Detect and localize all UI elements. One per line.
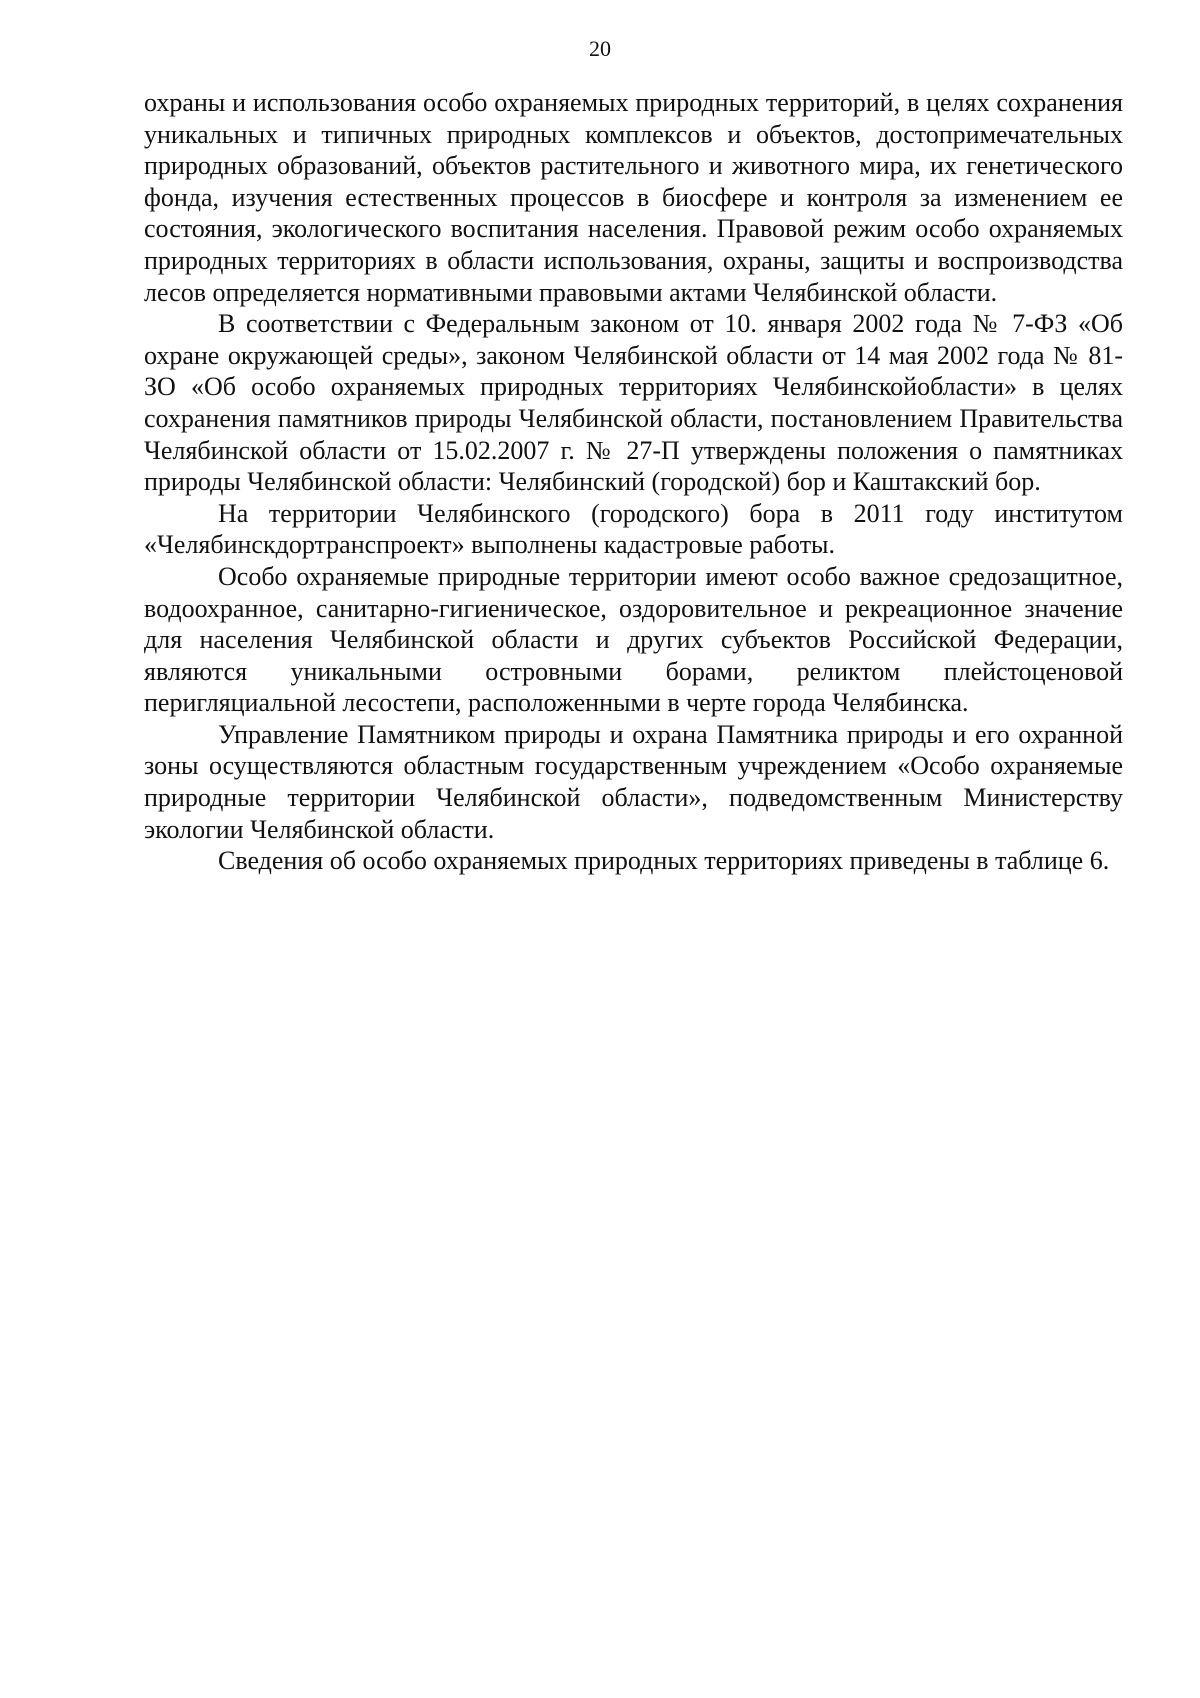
- paragraph-table-reference: Сведения об особо охраняемых природных территориях приведены в таблице 6.: [218, 846, 1110, 876]
- paragraph-continuation: охраны и использования особо охраняемых природных территорий, в целях сохранения уникальных и типичных природных комплексов и объектов, достопримечательных природных образований, объектов растительного и животного мира, их генетического фонда, изучения естественных процессов в биосфере и контроля за изменением ее состояния, экологического воспитания населения. Правовой режим особо охраняемых природных территориях в области использования, охраны, защиты и воспроизводства лесов определяется нормативными правовыми актами Челябинской области.: [144, 88, 1123, 307]
- paragraph-management: Управление Памятником природы и охрана Памятника природы и его охранной зоны осуществляются областным государственным учреждением «Особо охраняемые природные территории Челябинской области», подведомственным Министерству экологии Челябинской области.: [144, 719, 1123, 844]
- paragraph-cadastral-works: На территории Челябинского (городского) бора в 2011 году институтом «Челябинскдортранспроект» выполнены кадастровые работы.: [144, 498, 1123, 560]
- paragraph-protected-areas-importance: Особо охраняемые природные территории имеют особо важное средозащитное, водоохранное, санитарно-гигиеническое, оздоровительное и рекреационное значение для населения Челябинской области и других субъектов Российской Федерации, являются уникальными островными борами, реликтом плейстоценовой перигляциальной лесостепи, расположенными в черте города Челябинска.: [144, 561, 1123, 718]
- page-number: 20: [589, 36, 611, 61]
- paragraph-federal-law: В соответствии с Федеральным законом от 10. января 2002 года № 7-ФЗ «Об охране окружающей среды», законом Челябинской области от 14 мая 2002 года № 81-ЗО «Об особо охраняемых природных территориях Челябинскойобласти» в целях сохранения памятников природы Челябинской области, постановлением Правительства Челябинской области от 15.02.2007 г. № 27-П утверждены положения о памятниках природы Челябинской области: Челябинский (городской) бор и Каштакский бор.: [144, 309, 1123, 497]
- document-body: [144, 87, 1123, 877]
